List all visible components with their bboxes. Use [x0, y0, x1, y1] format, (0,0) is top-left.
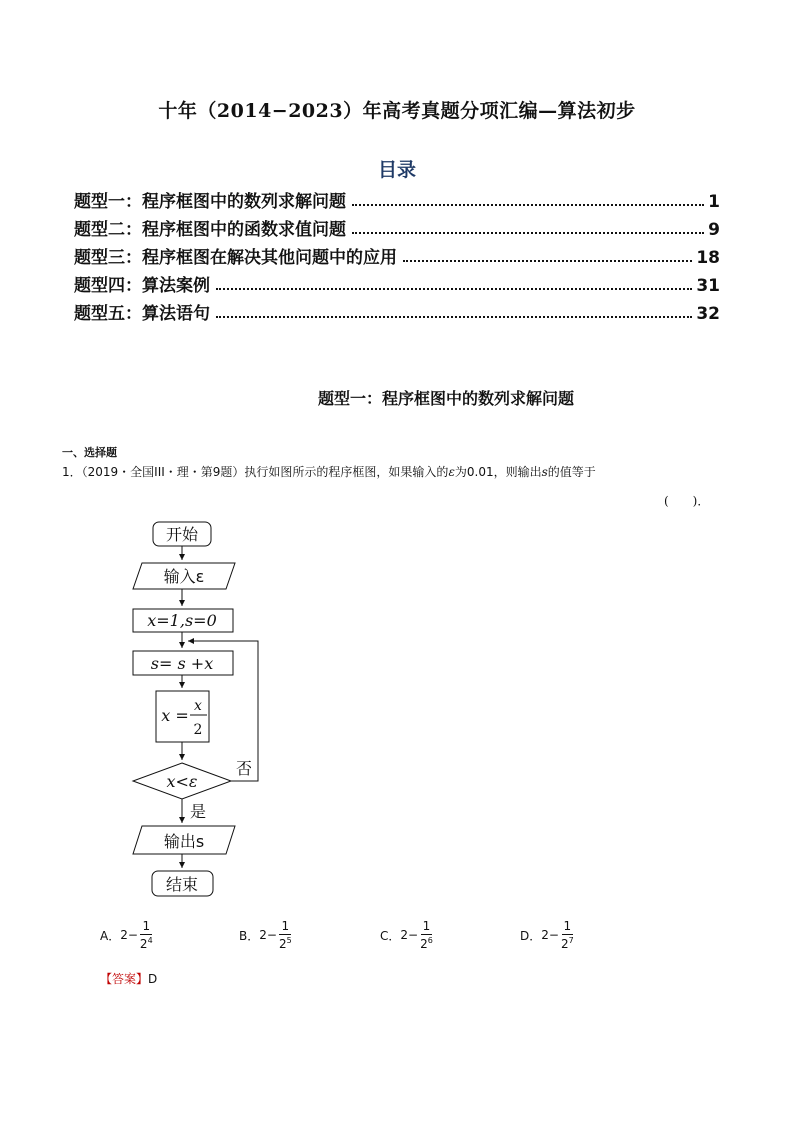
toc-page-number: 9: [708, 220, 720, 240]
option-base: 2: [278, 937, 287, 951]
option-exponent: 7: [568, 936, 574, 945]
section-title: 题型一：程序框图中的数列求解问题: [317, 389, 574, 408]
table-of-contents: [74, 184, 720, 324]
flow-update-x-den: 2: [193, 722, 203, 738]
toc-entry[interactable]: [74, 184, 720, 212]
toc-leader-dots: [352, 203, 704, 206]
option-numerator: 1: [142, 919, 151, 933]
question-var-s: s: [541, 465, 548, 479]
option-a[interactable]: [100, 920, 153, 950]
option-exponent: 5: [286, 936, 292, 945]
option-numerator: 1: [422, 919, 431, 933]
sub-heading: 一、选择题: [62, 446, 117, 459]
option-whole: 2−: [541, 928, 559, 942]
toc-leader-dots: [352, 231, 704, 234]
toc-page-number: 18: [696, 248, 720, 268]
question-var-eps: ε: [448, 465, 455, 479]
option-base: 2: [420, 937, 428, 951]
toc-leader-dots: [216, 315, 692, 318]
flow-yes-label: 是: [189, 802, 207, 821]
toc-entry[interactable]: [74, 240, 720, 268]
flow-start-label: 开始: [165, 525, 199, 544]
toc-entry-label: 题型四：算法案例: [74, 276, 210, 296]
option-whole: 2−: [120, 928, 138, 942]
question-mid: 为0.01，则输出: [454, 465, 542, 479]
option-exponent: 4: [147, 936, 153, 945]
flow-end-label: 结束: [165, 875, 199, 894]
option-c[interactable]: [380, 920, 433, 950]
toc-leader-dots: [216, 287, 692, 290]
toc-entry-label: 题型五：算法语句: [74, 304, 210, 324]
option-letter: A．: [100, 928, 121, 943]
flow-update-x-num: x: [194, 698, 202, 714]
option-letter: C．: [380, 928, 401, 943]
toc-entry[interactable]: [74, 212, 720, 240]
toc-heading: 目录: [377, 159, 416, 181]
option-fraction: [279, 920, 292, 950]
option-fraction: [420, 920, 433, 950]
option-whole: 2−: [259, 928, 277, 942]
flow-condition-label: x<ε: [166, 772, 198, 791]
flow-init-label: x=1,s=0: [147, 611, 217, 630]
option-base: 2: [560, 937, 569, 951]
question-prefix: 1．（2019・全国III・理・第9题）执行如图所示的程序框图，如果输入的: [62, 465, 449, 479]
option-numerator: 1: [281, 919, 290, 933]
flow-input-label: 输入ε: [163, 567, 205, 586]
toc-entry-label: 题型一：程序框图中的数列求解问题: [74, 192, 346, 212]
flow-no-label: 否: [235, 759, 253, 778]
answer-line: [100, 970, 157, 987]
flow-update-x-lhs: x =: [161, 706, 189, 725]
toc-leader-dots: [403, 259, 692, 262]
toc-page-number: 31: [696, 276, 720, 296]
option-whole: 2−: [400, 928, 419, 942]
toc-page-number: 1: [708, 192, 720, 212]
question-text: [62, 463, 742, 480]
flow-update-s-label: s= s +x: [150, 654, 214, 673]
option-letter: D．: [520, 928, 542, 943]
option-letter: B．: [239, 928, 260, 943]
flow-output-label: 输出s: [163, 832, 205, 851]
answer-value: D: [148, 972, 158, 986]
toc-entry[interactable]: [74, 268, 720, 296]
option-fraction: [561, 920, 574, 950]
question-suffix: 的值等于: [547, 465, 596, 479]
option-fraction: [140, 920, 153, 950]
toc-entry[interactable]: [74, 296, 720, 324]
flowchart: [120, 516, 280, 901]
option-base: 2: [139, 937, 148, 951]
option-d[interactable]: [520, 920, 574, 950]
answer-blank: ( )．: [664, 494, 710, 508]
toc-entry-label: 题型三：程序框图在解决其他问题中的应用: [74, 248, 397, 268]
toc-entry-label: 题型二：程序框图中的函数求值问题: [74, 220, 346, 240]
toc-page-number: 32: [696, 304, 720, 324]
option-b[interactable]: [239, 920, 292, 950]
option-numerator: 1: [563, 919, 572, 933]
document-title: 十年（2014−2023）年高考真题分项汇编—算法初步: [158, 100, 636, 122]
option-exponent: 6: [427, 936, 433, 945]
answer-tag: 【答案】: [100, 972, 149, 986]
